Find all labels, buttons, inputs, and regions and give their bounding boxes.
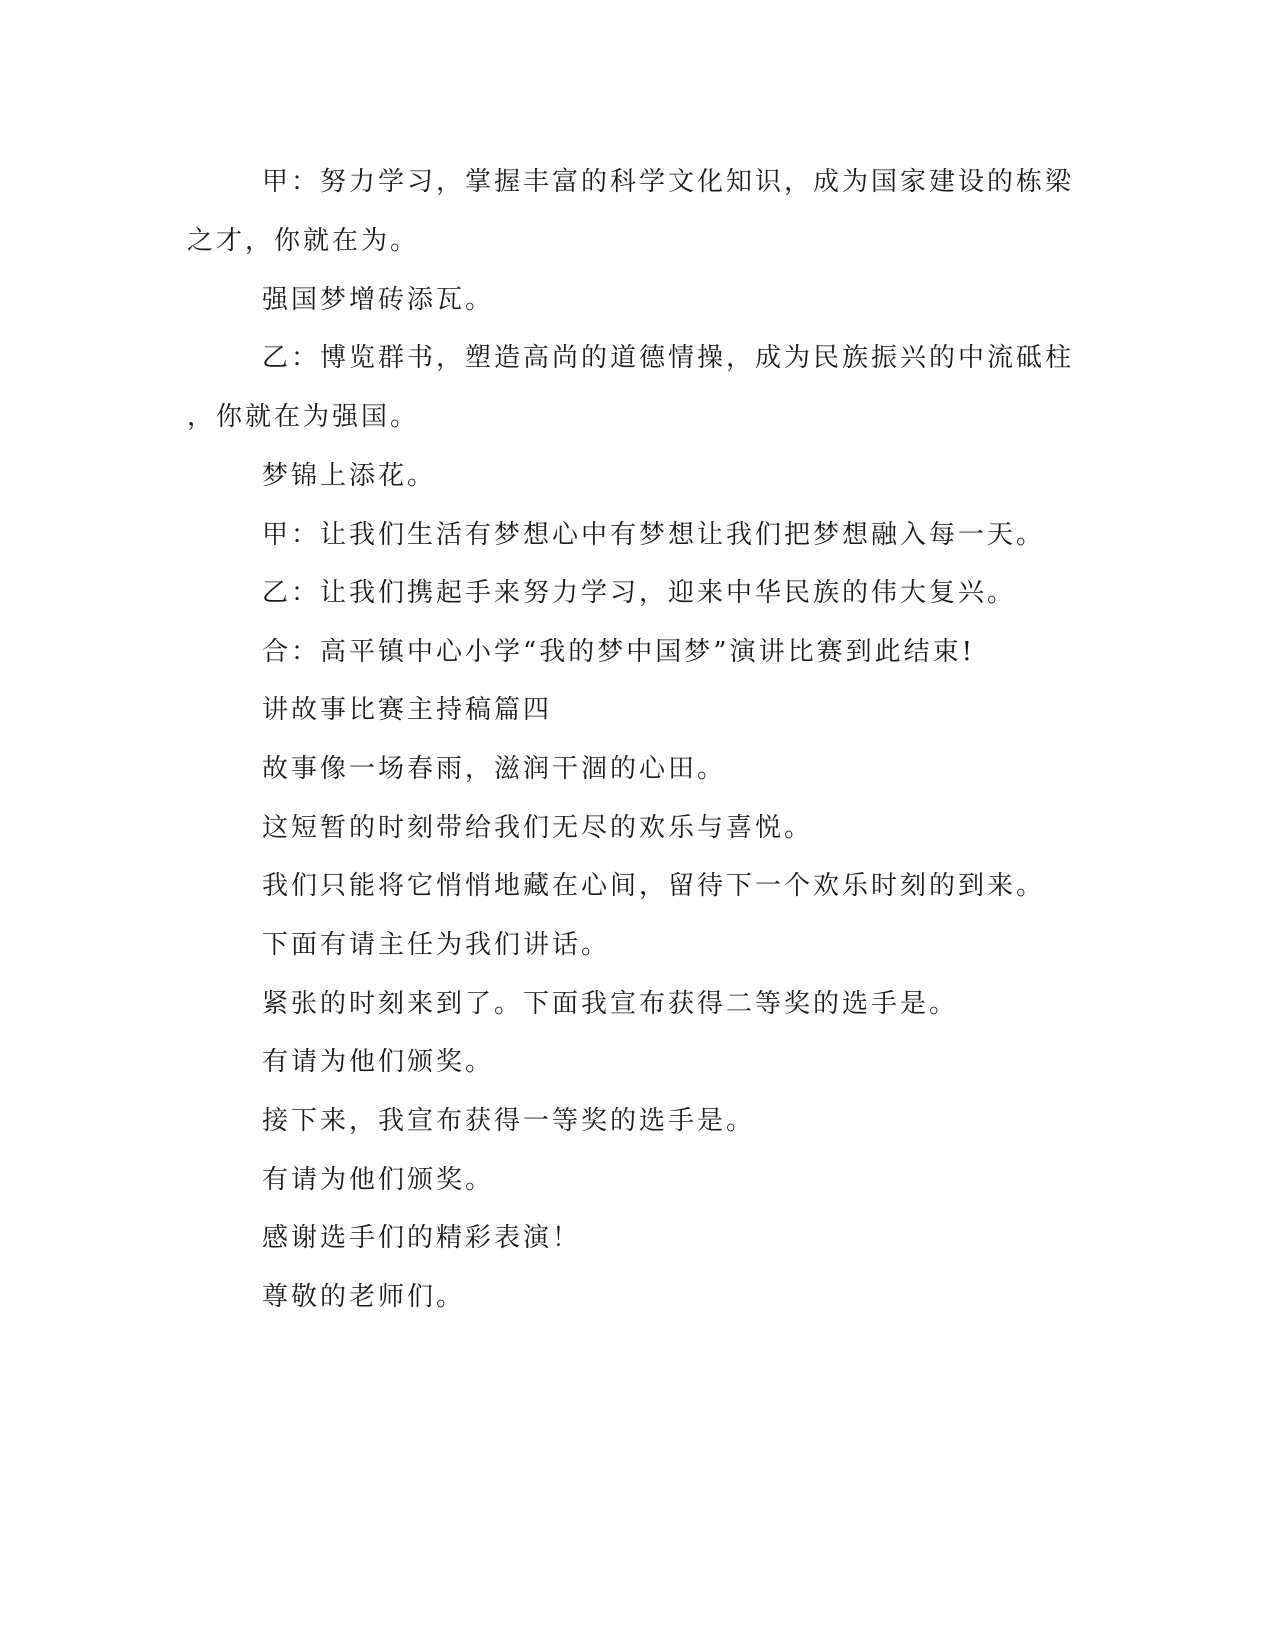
section-heading: 讲故事比赛主持稿篇四 [262, 695, 553, 725]
text-line: 乙：博览群书，塑造高尚的道德情操，成为民族振兴的中流砥柱 [262, 343, 1075, 373]
text-line: 甲：努力学习，掌握丰富的科学文化知识，成为国家建设的栋梁 [262, 167, 1075, 197]
text-line: 下面有请主任为我们讲话。 [262, 930, 611, 960]
text-line: 强国梦增砖添瓦。 [262, 285, 495, 315]
text-line: 我们只能将它悄悄地藏在心间，留待下一个欢乐时刻的到来。 [262, 871, 1046, 901]
text-line: 合：高平镇中心小学“我的梦中国梦”演讲比赛到此结束! [262, 637, 976, 667]
text-line: 之才，你就在为。 [187, 226, 420, 256]
text-line: 这短暂的时刻带给我们无尽的欢乐与喜悦。 [262, 813, 814, 843]
text-line: 甲：让我们生活有梦想心中有梦想让我们把梦想融入每一天。 [262, 520, 1046, 550]
text-line: 乙：让我们携起手来努力学习，迎来中华民族的伟大复兴。 [262, 578, 1017, 608]
text-line: 尊敬的老师们。 [262, 1282, 466, 1312]
text-line: 有请为他们颁奖。 [262, 1165, 495, 1195]
text-line: 有请为他们颁奖。 [262, 1047, 495, 1077]
text-line: 梦锦上添花。 [262, 461, 437, 491]
text-line: 紧张的时刻来到了。下面我宣布获得二等奖的选手是。 [262, 989, 959, 1019]
text-line: 感谢选手们的精彩表演！ [262, 1223, 582, 1253]
text-line: ，你就在为强国。 [187, 402, 420, 432]
text-line: 接下来，我宣布获得一等奖的选手是。 [262, 1106, 756, 1136]
text-line: 故事像一场春雨，滋润干涸的心田。 [262, 754, 727, 784]
